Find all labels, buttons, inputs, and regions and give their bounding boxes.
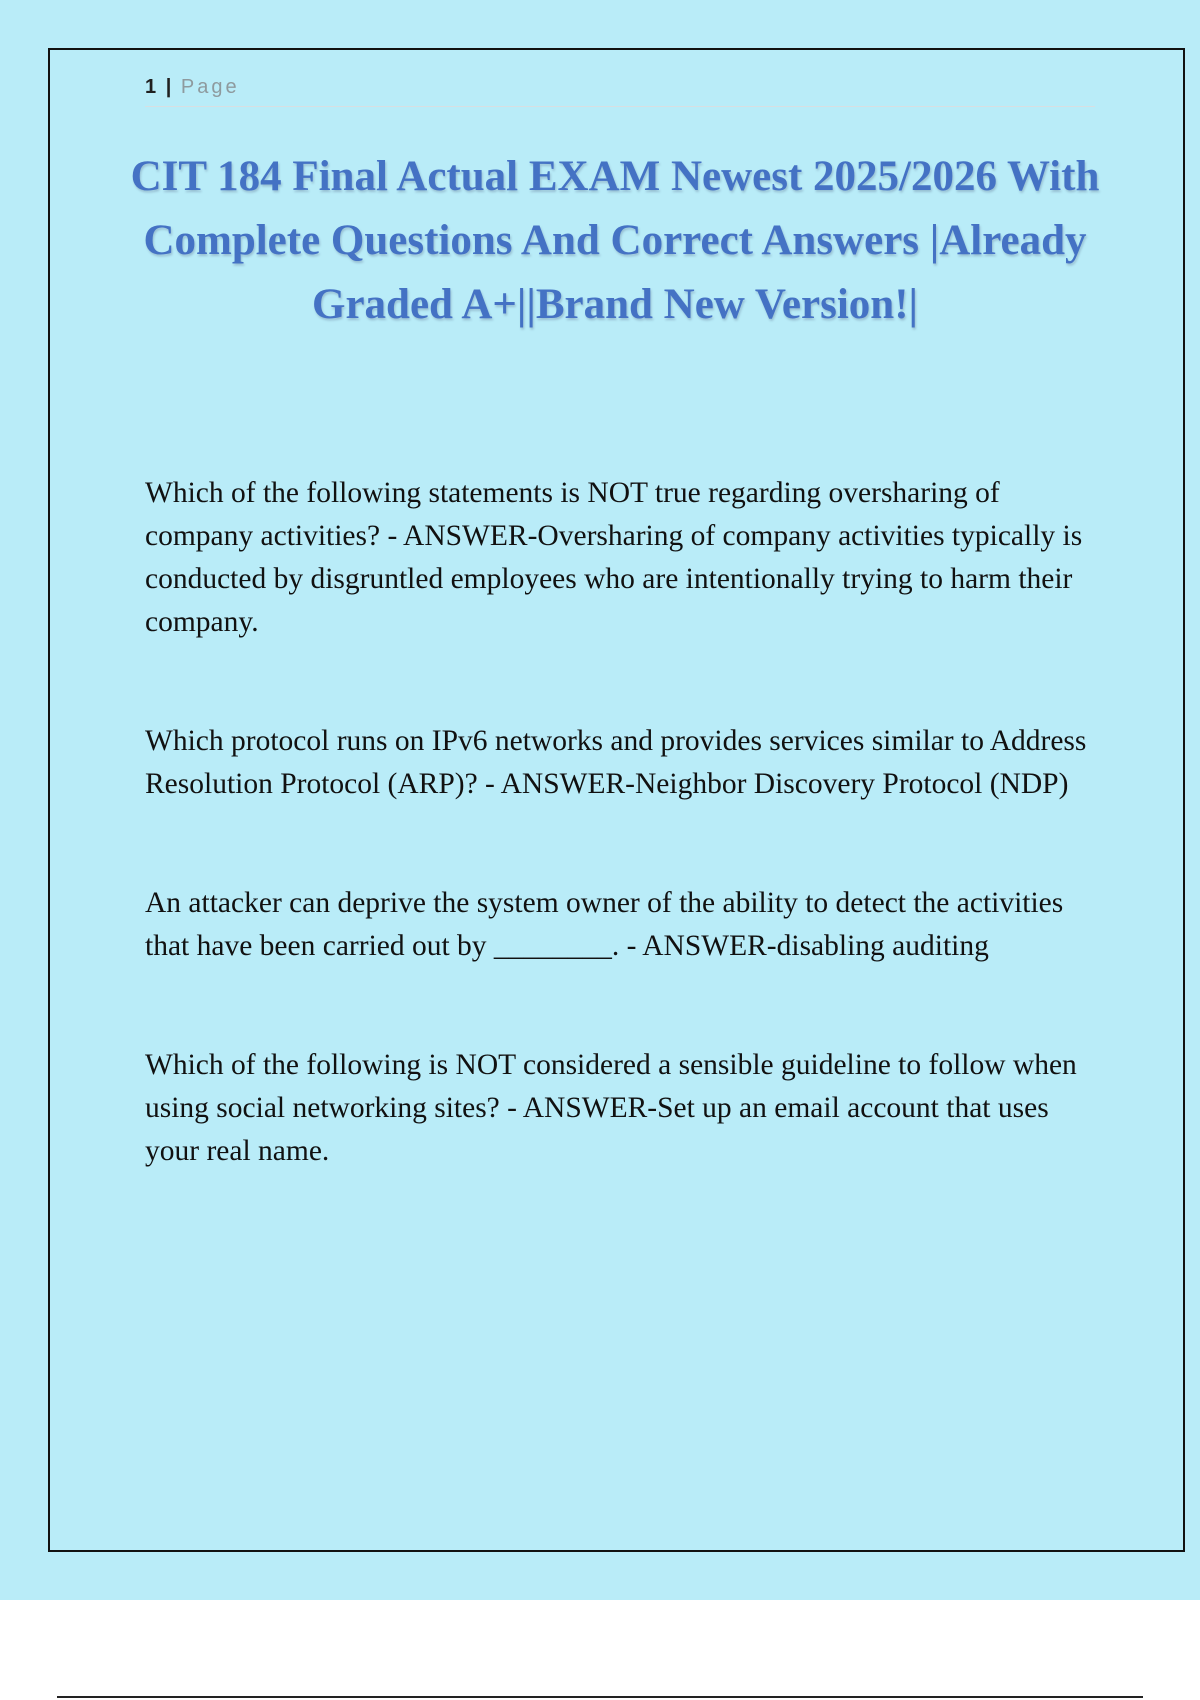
question-item: Which protocol runs on IPv6 networks and provides services similar to Address Resolution Protocol (ARP)? - ANSWER-Neighbor Discovery Protocol (NDP) — [145, 725, 1087, 800]
question-list — [145, 472, 1100, 1173]
page-header — [145, 74, 1095, 107]
question-item: Which of the following statements is NOT true regarding oversharing of company activities? - ANSWER-Oversharing of company activities typically is conducted by disgruntled employees who are intentionally trying to harm their company. — [145, 477, 1083, 638]
question-item: An attacker can deprive the system owner of the ability to detect the activities that have been carried out by ________. - ANSWER-disabling auditing — [145, 887, 1064, 962]
footer-rule — [57, 1696, 1143, 1698]
page-label: Page — [180, 76, 240, 98]
document-title: CIT 184 Final Actual EXAM Newest 2025/2026 With Complete Questions And Correct Answers |Already Graded A+||Brand New Version!| — [130, 153, 1100, 328]
question-item: Which of the following is NOT considered a sensible guideline to follow when using social networking sites? - ANSWER-Set up an email account that uses your real name. — [145, 1049, 1077, 1167]
page-number: 1 — [145, 76, 157, 98]
page-separator: | — [165, 76, 172, 98]
